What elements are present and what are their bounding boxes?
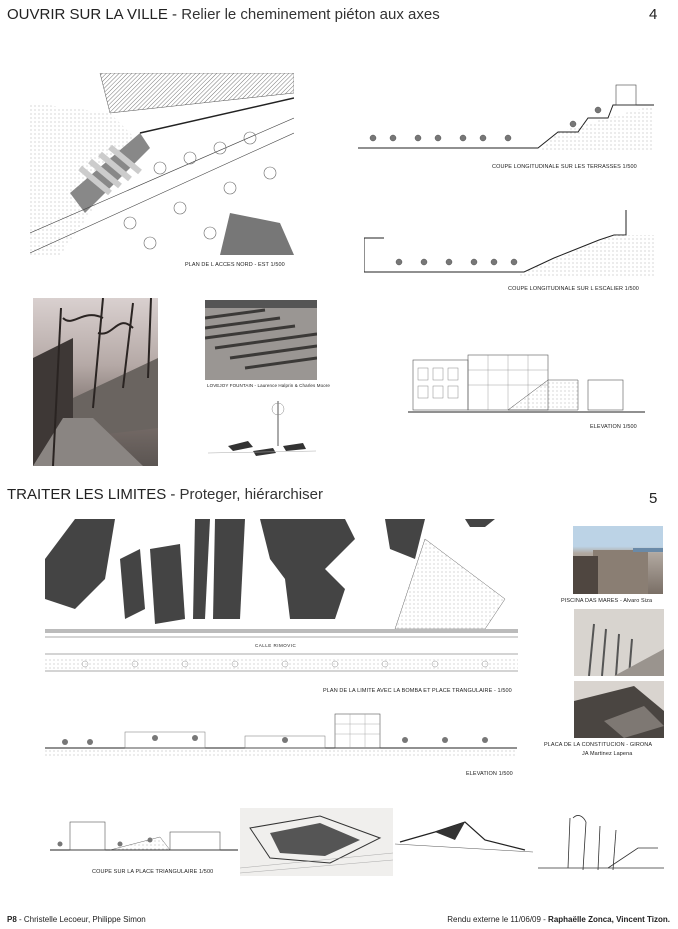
section4-title-sub: Relier le cheminement piéton aux axes: [181, 6, 440, 23]
placa-photo-2: [574, 681, 664, 738]
lovejoy-caption: LOVEJOY FOUNTAIN - Laurence Halprin & Charles Moore: [207, 383, 330, 388]
elevation-4-drawing: [408, 350, 645, 414]
elevation-5-caption: ELEVATION 1/500: [466, 771, 513, 777]
section5-title-sub: Proteger, hiérarchiser: [179, 486, 323, 503]
section5-title: [7, 486, 323, 503]
placa-caption-line2: JA Martinez Lapena: [582, 751, 633, 757]
panel-number: P8: [7, 915, 17, 924]
section5-title-main: TRAITER LES LIMITES -: [7, 486, 176, 503]
coupe-terrasses-drawing: [358, 80, 654, 152]
footer-right: [447, 915, 670, 924]
sketch-2: [395, 812, 533, 864]
section4-title: [7, 6, 440, 23]
sketch-3: [538, 808, 664, 876]
placa-caption-line1: PLACA DE LA CONSTITUCION - GIRONA: [544, 742, 653, 748]
coupe-escalier-caption: COUPE LONGITUDINALE SUR L ESCALIER 1/500: [508, 286, 639, 292]
footer-left: [7, 915, 146, 924]
lovejoy-fountain-photo: [205, 300, 317, 380]
elevation-4-caption: ELEVATION 1/500: [590, 424, 637, 430]
piscina-caption: PISCINA DAS MARES - Alvaro Siza: [561, 598, 653, 604]
street-label: CALLE RIMOVIC: [255, 643, 297, 648]
lovejoy-sketch: [208, 391, 316, 463]
coupe-escalier-drawing: [364, 210, 654, 278]
elevation-5-drawing: [45, 710, 517, 762]
section4-title-main: OUVRIR SUR LA VILLE -: [7, 6, 178, 23]
plan-acces-nord-drawing: [30, 73, 294, 255]
section5-number: 5: [649, 490, 658, 507]
footer-rendu: Rendu externe le 11/06/09 -: [447, 915, 549, 924]
plan-limite-drawing: [45, 519, 518, 681]
section4-number: 4: [649, 6, 658, 23]
piscina-photo: [573, 526, 663, 594]
placa-photo-1: [574, 609, 664, 676]
sketch-1: [240, 808, 393, 876]
footer-authors: - Christelle Lecoeur, Philippe Simon: [16, 915, 146, 924]
coupe-terrasses-caption: COUPE LONGITUDINALE SUR LES TERRASSES 1/500: [492, 164, 637, 170]
plan-limite-caption: PLAN DE LA LIMITE AVEC LA BOMBA ET PLACE TRANGULAIRE - 1/500: [323, 688, 512, 694]
street-photo: [33, 298, 158, 466]
coupe-place-drawing: [50, 812, 238, 858]
footer-students: Raphaëlle Zonca, Vincent Tizon.: [548, 915, 670, 924]
plan-acces-nord-caption: PLAN DE L ACCES NORD - EST 1/500: [185, 262, 285, 268]
coupe-place-caption: COUPE SUR LA PLACE TRIANGULAIRE 1/500: [92, 869, 214, 875]
